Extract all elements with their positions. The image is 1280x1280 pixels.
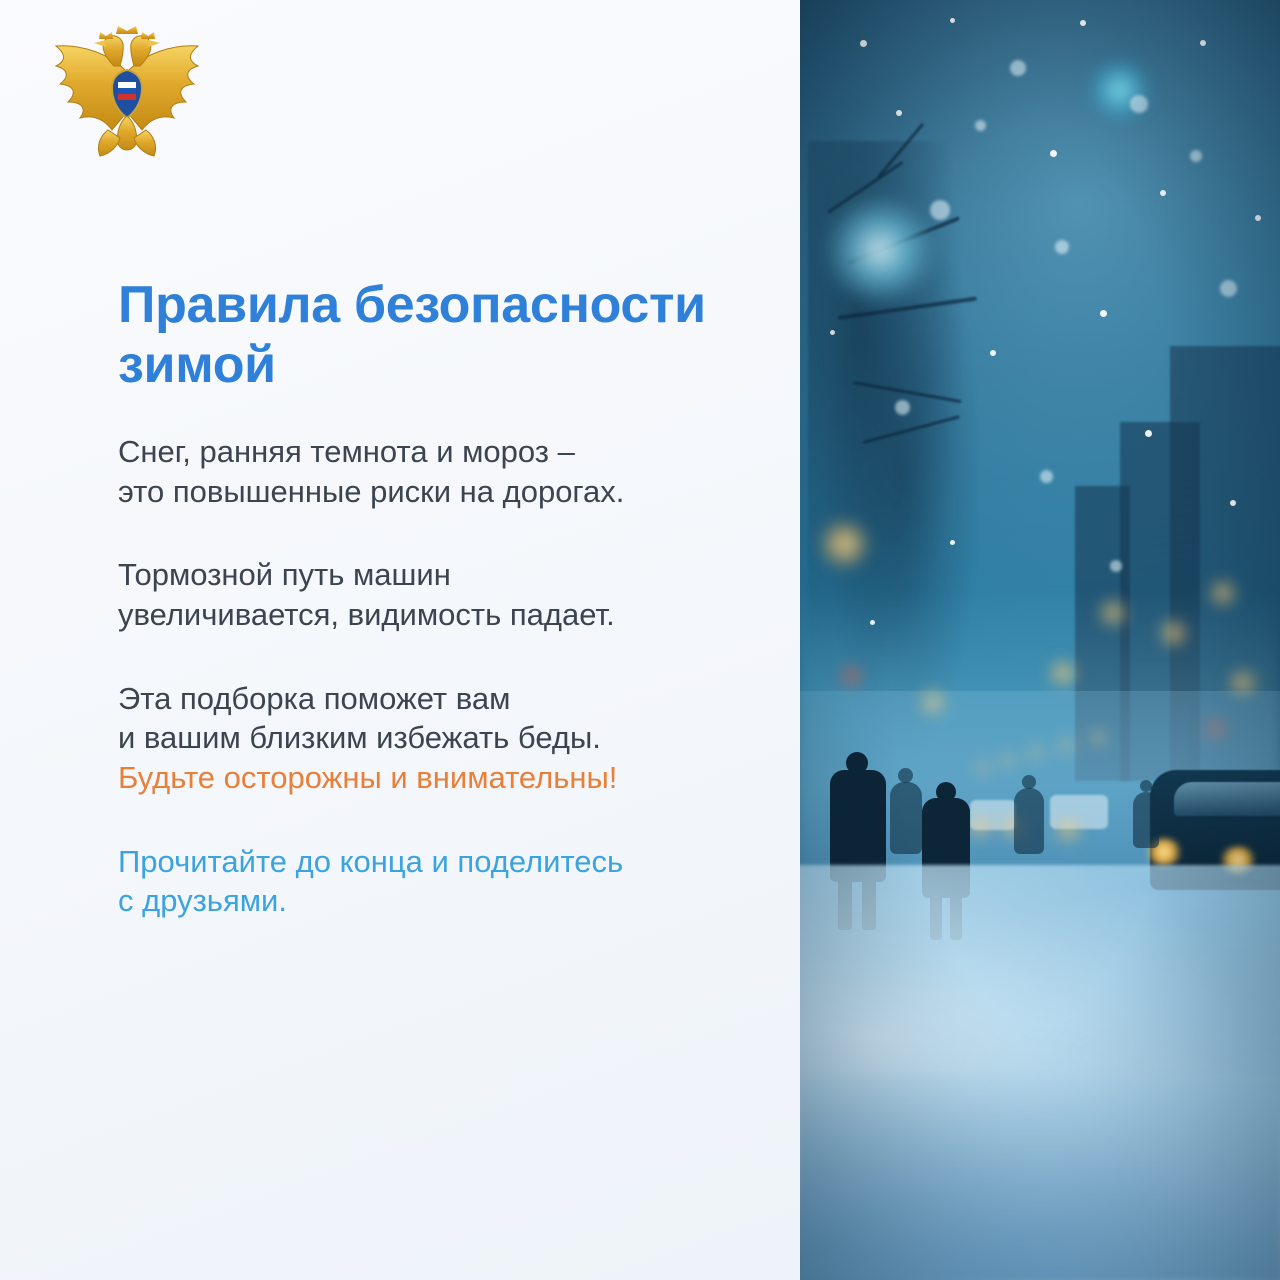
warm-light-glow xyxy=(1210,580,1236,606)
street-lamp-glow xyxy=(824,195,934,305)
snowflake xyxy=(1110,560,1122,572)
snowflake xyxy=(830,330,835,335)
snowflake xyxy=(930,200,950,220)
snowflake xyxy=(1230,500,1236,506)
snowflake xyxy=(975,120,986,131)
paragraph-2 xyxy=(118,555,748,634)
snowflake xyxy=(870,620,875,625)
russian-double-headed-eagle-emblem xyxy=(22,26,232,161)
snowflake xyxy=(1145,430,1152,437)
share-call-to-action-line-2: с друзьями. xyxy=(118,883,287,919)
warm-light-glow xyxy=(1160,620,1186,646)
paragraph-4 xyxy=(118,842,748,921)
paragraph-1-line-1: Снег, ранняя темнота и мороз – xyxy=(118,434,575,469)
snowflake xyxy=(950,540,955,545)
snowflake xyxy=(1010,60,1026,76)
snowflake xyxy=(1255,215,1261,221)
snowflake xyxy=(1220,280,1237,297)
paragraph-1 xyxy=(118,432,748,511)
paragraph-2-line-1: Тормозной путь машин xyxy=(118,557,451,593)
snow-bank xyxy=(800,1075,1280,1280)
snowflake xyxy=(1050,150,1057,157)
share-call-to-action-line-1: Прочитайте до конца и поделитесь xyxy=(118,843,624,879)
snowflake xyxy=(895,400,910,415)
snowflake xyxy=(1160,190,1166,196)
traffic-light-glow xyxy=(840,665,862,687)
paragraph-3-line-2: и вашим близким избежать беды. xyxy=(118,720,601,756)
winter-street-night-photo xyxy=(800,0,1280,1280)
snowflake xyxy=(860,40,867,47)
snowflake xyxy=(1100,310,1107,317)
car-headlight-glow xyxy=(968,818,992,836)
warning-callout: Будьте осторожны и внимательны! xyxy=(118,760,618,796)
body-text-block xyxy=(118,432,748,921)
warm-light-glow xyxy=(1100,600,1126,626)
snowflake xyxy=(1200,40,1206,46)
snowflake xyxy=(1040,470,1053,483)
car-headlight-glow xyxy=(1055,820,1081,840)
paragraph-2-line-2: увеличивается, видимость падает. xyxy=(118,597,615,633)
snowflake xyxy=(1130,95,1148,113)
car-window xyxy=(1174,782,1280,816)
paragraph-3 xyxy=(118,679,748,798)
snowflake xyxy=(1190,150,1202,162)
snowflake xyxy=(1080,20,1086,26)
page-title: Правила безопасности зимой xyxy=(118,275,706,395)
warm-light-glow xyxy=(1050,660,1076,686)
snowflake xyxy=(1055,240,1069,254)
snowflake xyxy=(950,18,955,23)
snowflake xyxy=(990,350,996,356)
paragraph-1-line-2: это повышенные риски на дорогах. xyxy=(118,473,625,509)
snowflake xyxy=(896,110,902,116)
warm-light-glow xyxy=(820,520,868,568)
paragraph-3-line-1: Эта подборка поможет вам xyxy=(118,680,511,716)
